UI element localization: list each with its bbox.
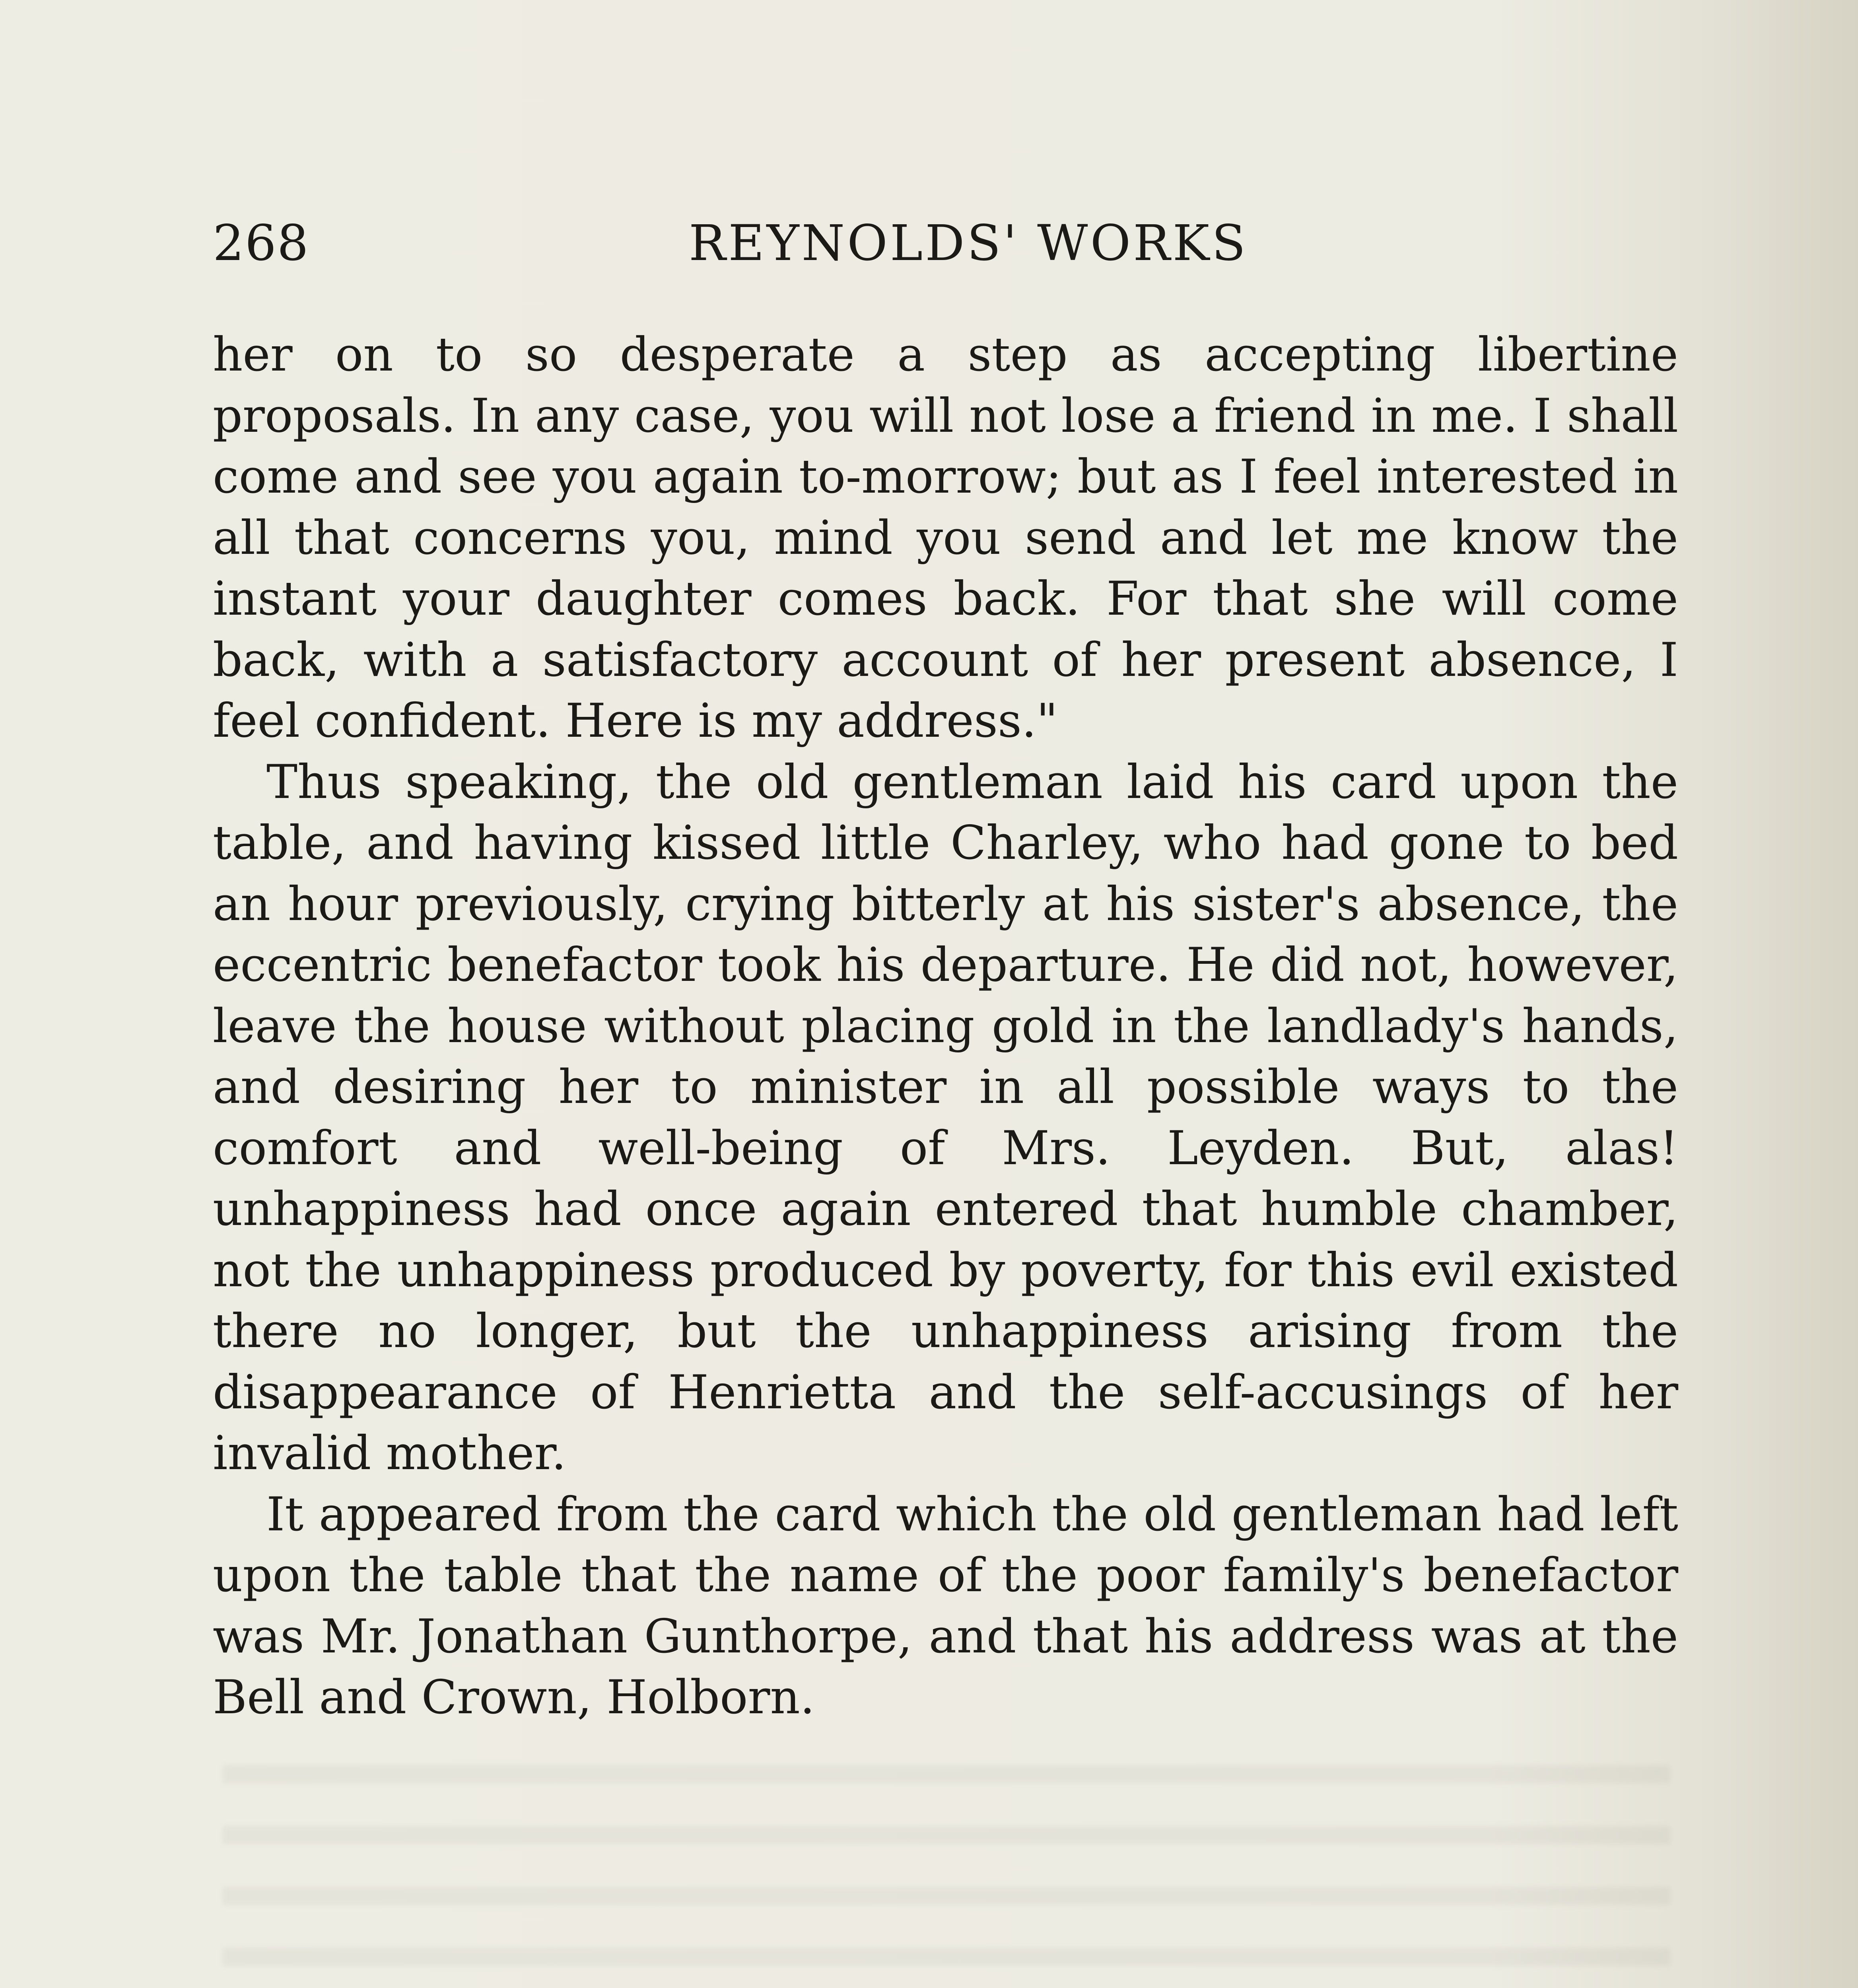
running-head: REYNOLDS' WORKS — [688, 215, 1248, 272]
paragraph-1: her on to so desperate a step as accepting libertine proposals. In any case, you will not lose a friend in me. I shall come and see you again to-morrow; but as I feel interested in all that concerns you, mind you send and let me know the instant your daughter comes back. For that she will come back, with a satisfactory account of her present absence, I feel confident. Here is my address." — [213, 327, 1678, 748]
paragraph-2: Thus speaking, the old gentleman laid his card upon the table, and having kissed little Charley, who had gone to bed an hour previously, crying bitterly at his sister's absence, the eccentric benefactor took his departure. He did not, however, leave the house without placing gold in the landlady's hands, and desiring her to minister in all possible ways to the comfort and well-being of Mrs. Leyden. But, alas! unhappiness had once again entered that humble chamber, not the unhappiness produced by poverty, for this evil existed there no longer, but the unhappiness arising from the disappearance of Henrietta and the self-accusings of her invalid mother. — [213, 754, 1678, 1480]
body-text — [213, 324, 1678, 1728]
page-header — [213, 215, 1644, 286]
page-number: 268 — [213, 215, 309, 272]
paragraph-3: It appeared from the card which the old gentleman had left upon the table that the name of the poor family's benefactor was Mr. Jonathan Gunthorpe, and that his address was at the Bell and Crown, Holborn. — [213, 1487, 1678, 1724]
bleed-through-texture — [223, 1741, 1670, 1988]
